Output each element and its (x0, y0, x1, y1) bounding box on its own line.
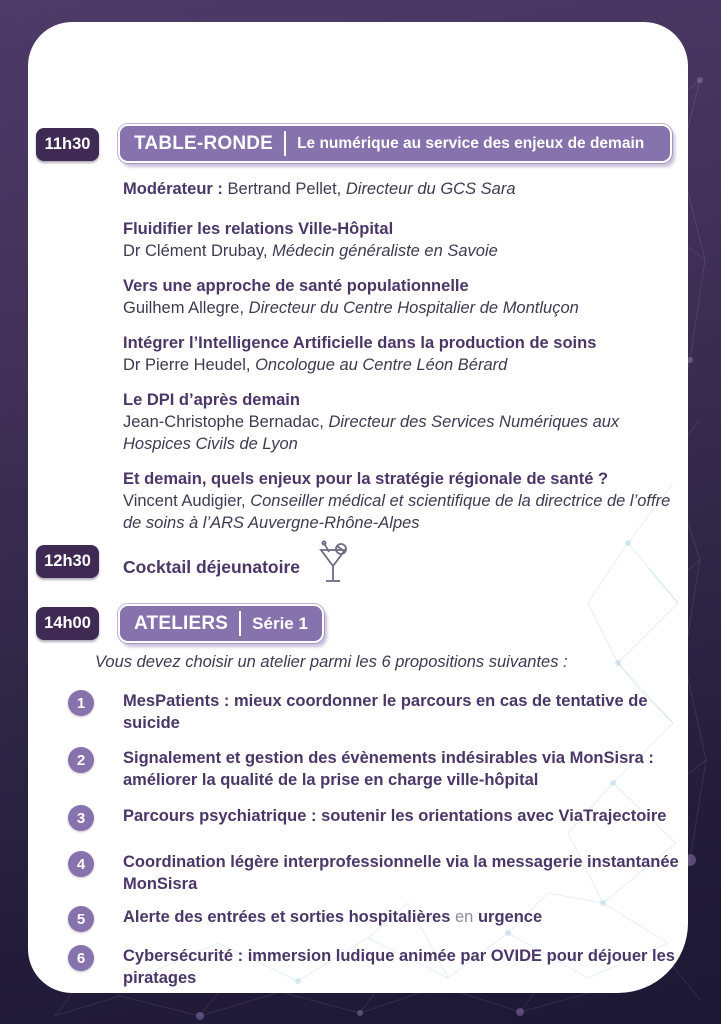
sessions-list (123, 218, 690, 547)
moderator-label: Modérateur : (123, 180, 223, 198)
session-type-label: ATELIERS (134, 612, 229, 634)
session-title: Vers une approche de santé populationnelle (123, 277, 469, 295)
workshop-text-main: Coordination légère interprofessionnelle via la messagerie instantanée MonSisra (123, 853, 679, 893)
session-block (123, 389, 690, 455)
cocktail-row (123, 544, 352, 590)
workshop-number-badge: 6 (68, 945, 94, 971)
workshop-item (68, 690, 690, 734)
cocktail-glass-icon (314, 540, 352, 586)
workshop-number-badge: 2 (68, 747, 94, 773)
speaker-role: Directeur du Centre Hospitalier de Montluçon (248, 299, 579, 317)
speaker-role: Conseiller médical et scientifique de la directrice de l’offre de soins à l’ARS Auvergne-Rhône-Alpes (123, 492, 671, 532)
workshop-item (68, 906, 690, 932)
time-label: 14h00 (44, 614, 91, 632)
workshops-instruction: Vous devez choisir un atelier parmi les 6 propositions suivantes : (95, 653, 568, 671)
time-badge-1400 (36, 607, 99, 640)
time-label: 11h30 (44, 135, 91, 153)
speaker-role: Directeur des Services Numériques aux Hospices Civils de Lyon (123, 413, 620, 453)
workshop-text-main: Alerte des entrées et sorties hospitalières (123, 908, 451, 926)
session-block (123, 275, 690, 319)
speaker-name: Dr Clément Drubay, (123, 242, 268, 260)
session-speaker (123, 490, 690, 534)
session-subtitle: Série 1 (252, 613, 308, 633)
moderator-role: Directeur du GCS Sara (345, 180, 516, 198)
time-label: 12h30 (44, 552, 91, 570)
session-title: Intégrer l’Intelligence Artificielle dans la production de soins (123, 334, 597, 352)
workshop-text-main: Signalement et gestion des évènements indésirables via MonSisra : améliorer la qualité de la prise en charge ville-hôpital (123, 749, 654, 789)
session-title: Fluidifier les relations Ville-Hôpital (123, 220, 394, 238)
session-block (123, 468, 690, 534)
workshop-item-text (123, 851, 690, 895)
speaker-role: Oncologue au Centre Léon Bérard (255, 356, 508, 374)
moderator-line (123, 180, 516, 199)
workshop-item-text (123, 690, 690, 734)
workshop-text-light: en (454, 908, 474, 926)
workshop-number-badge: 4 (68, 851, 94, 877)
workshop-item (68, 805, 690, 831)
workshop-item (68, 851, 690, 895)
session-block (123, 332, 690, 376)
session-speaker (123, 240, 690, 262)
workshop-number-badge: 1 (68, 690, 94, 716)
workshops-list (68, 690, 690, 989)
workshop-item-text (123, 945, 690, 989)
session-speaker (123, 297, 690, 319)
moderator-name: Bertrand Pellet, (227, 180, 342, 198)
table-ronde-header (118, 124, 672, 163)
workshop-text-main: Cybersécurité : immersion ludique animée par OVIDE pour déjouer les piratages (123, 947, 675, 987)
speaker-name: Vincent Audigier, (123, 492, 246, 510)
session-subtitle: Le numérique au service des enjeux de demain (297, 134, 645, 152)
workshop-item (68, 747, 690, 791)
workshop-item-text (123, 747, 690, 791)
session-title: Et demain, quels enjeux pour la stratégie régionale de santé ? (123, 470, 609, 488)
speaker-name: Dr Pierre Heudel, (123, 356, 251, 374)
time-badge-1130 (36, 128, 99, 161)
workshop-number-badge: 5 (68, 906, 94, 932)
speaker-name: Jean-Christophe Bernadac, (123, 413, 324, 431)
time-badge-1230 (36, 545, 99, 578)
session-type-label: TABLE-RONDE (134, 132, 274, 154)
session-speaker (123, 354, 690, 376)
session-block (123, 218, 690, 262)
session-title: Le DPI d’après demain (123, 391, 300, 409)
workshop-text-end: urgence (477, 908, 543, 926)
workshop-number-badge: 3 (68, 805, 94, 831)
workshop-item-text (123, 805, 690, 831)
workshop-text-main: MesPatients : mieux coordonner le parcours en cas de tentative de suicide (123, 692, 648, 732)
workshop-item (68, 945, 690, 989)
cocktail-title: Cocktail déjeunatoire (123, 556, 300, 577)
header-divider (284, 131, 286, 156)
session-speaker (123, 411, 690, 455)
ateliers-header (118, 604, 324, 643)
header-divider (239, 611, 241, 636)
speaker-role: Médecin généraliste en Savoie (272, 242, 498, 260)
workshop-text-main: Parcours psychiatrique : soutenir les orientations avec ViaTrajectoire (123, 807, 667, 825)
speaker-name: Guilhem Allegre, (123, 299, 245, 317)
workshop-item-text (123, 906, 690, 932)
